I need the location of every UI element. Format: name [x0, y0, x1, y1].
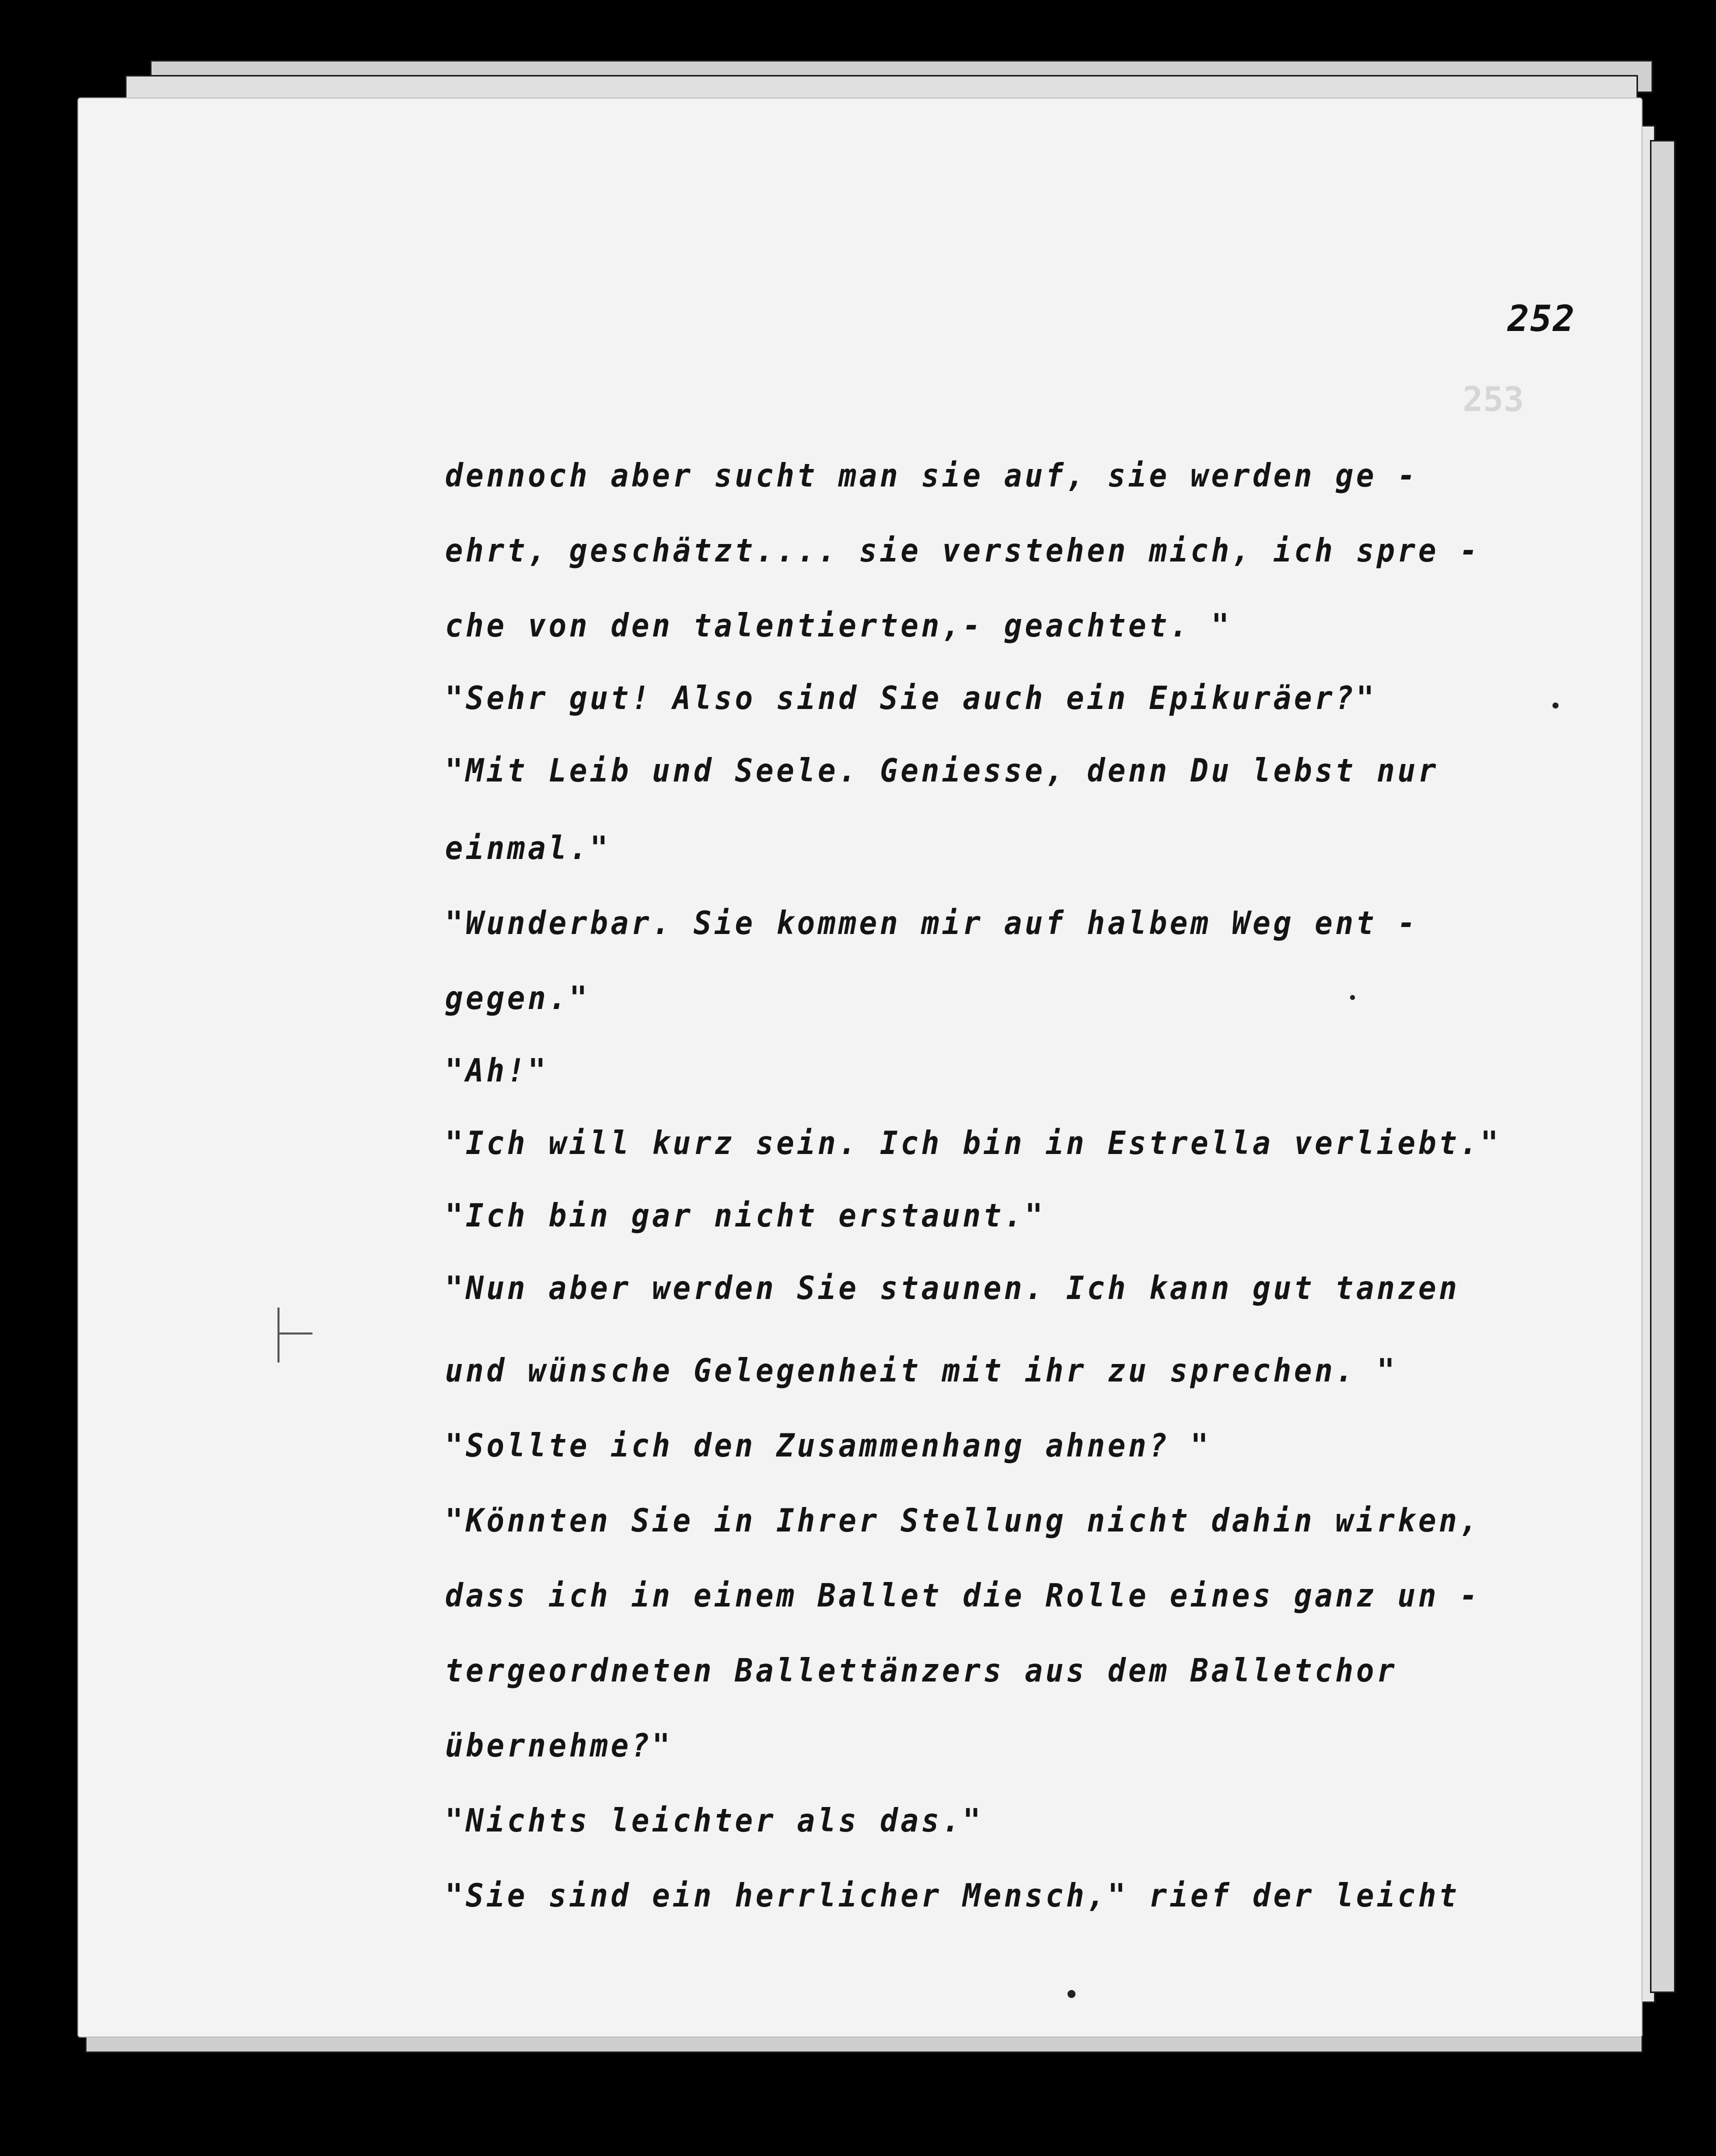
- scan-speck: [1350, 995, 1355, 1000]
- margin-mark: [278, 1308, 280, 1362]
- text-line: "Ich will kurz sein. Ich bin in Estrella verliebt.": [445, 1125, 1502, 1162]
- text-line: "Ah!": [445, 1052, 549, 1090]
- text-line: "Sie sind ein herrlicher Mensch," rief der leicht: [445, 1878, 1460, 1914]
- text-line: "Ich bin gar nicht erstaunt.": [445, 1198, 1046, 1234]
- stacked-page-edge-right-outer: [1650, 140, 1676, 1993]
- margin-mark-tick: [278, 1332, 312, 1334]
- text-line: "Wunderbar. Sie kommen mir auf halbem Weg ent -: [445, 905, 1418, 942]
- text-line: einmal.": [445, 830, 611, 867]
- text-line: "Nichts leichter als das.": [445, 1802, 984, 1840]
- text-line: "Könnten Sie in Ihrer Stellung nicht dahin wirken,: [445, 1502, 1480, 1540]
- text-line: "Sollte ich den Zusammenhang ahnen? ": [445, 1428, 1212, 1464]
- text-line: gegen.": [445, 980, 590, 1017]
- text-line: "Mit Leib und Seele. Geniesse, denn Du lebst nur: [445, 752, 1439, 790]
- text-line: ehrt, geschätzt.... sie verstehen mich, ich spre -: [445, 532, 1480, 570]
- text-line: dass ich in einem Ballet die Rolle eines ganz un -: [445, 1578, 1480, 1614]
- ghost-page-number: 253: [1462, 380, 1524, 420]
- document-page: [78, 98, 1642, 2038]
- page-number: 252: [1508, 298, 1576, 340]
- text-line: "Sehr gut! Also sind Sie auch ein Epikuräer?": [445, 680, 1377, 717]
- text-line: che von den talentierten,- geachtet. ": [445, 608, 1232, 644]
- text-line: und wünsche Gelegenheit mit ihr zu sprechen. ": [445, 1352, 1398, 1390]
- text-line: dennoch aber sucht man sie auf, sie werden ge -: [445, 458, 1418, 494]
- text-line: "Nun aber werden Sie staunen. Ich kann gut tanzen: [445, 1270, 1460, 1307]
- scan-speck: [1552, 702, 1558, 708]
- text-line: übernehme?": [445, 1728, 673, 1764]
- text-line: tergeordneten Ballettänzers aus dem Balletchor: [445, 1652, 1398, 1690]
- scan-speck: [1068, 1990, 1076, 1998]
